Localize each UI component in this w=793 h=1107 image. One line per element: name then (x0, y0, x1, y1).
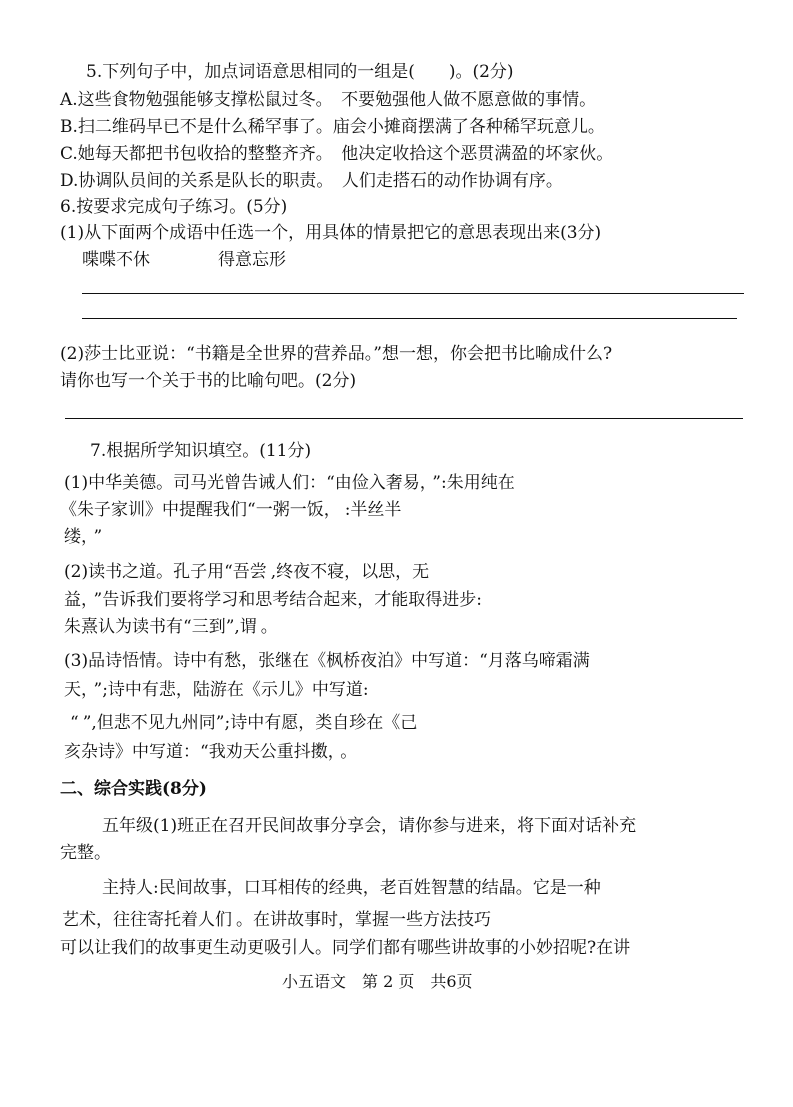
section2-intro-line1: 五年级(1)班正在召开民间故事分享会，请你参与进来，将下面对话补充 (102, 816, 637, 836)
q6-part1: (1)从下面两个成语中任选一个，用具体的情景把它的意思表现出来(3分) (60, 223, 602, 243)
q6-part2-line2: 请你也写一个关于书的比喻句吧。(2分) (60, 371, 357, 391)
q5-option-b: B.扫二维码早已不是什么稀罕事了。庙会小摊商摆满了各种稀罕玩意儿。 (60, 117, 605, 137)
host-line1: 主持人:民间故事，口耳相传的经典，老百姓智慧的结晶。它是一种 (102, 878, 601, 898)
q5-stem: 5.下列句子中，加点词语意思相同的一组是( )。(2分) (86, 62, 514, 82)
answer-line[interactable] (65, 418, 743, 419)
q7-s3-line2: 天， ”;诗中有悲，陆游在《示儿》中写道: (64, 680, 369, 700)
q7-s1-line3: 缕， ” (64, 527, 103, 547)
q5-option-d: D.协调队员间的关系是队长的职责。 人们走搭石的动作协调有序。 (60, 171, 563, 191)
q7-s2-line3: 朱熹认为读书有“三到”,谓 。 (64, 617, 278, 637)
q7-stem: 7.根据所学知识填空。(11分) (90, 441, 312, 461)
q5-option-c: C.她每天都把书包收拾的整整齐齐。 他决定收拾这个恶贯满盈的坏家伙。 (60, 144, 614, 164)
answer-line[interactable] (82, 293, 744, 294)
q6-stem: 6.按要求完成句子练习。(5分) (60, 197, 288, 217)
q6-idiom-1: 喋喋不休 (82, 250, 150, 270)
q7-s3-line1: (3)品诗悟情。诗中有愁，张继在《枫桥夜泊》中写道：“月落乌啼霜满 (64, 651, 590, 671)
section2-intro-line2: 完整。 (60, 843, 111, 863)
q7-s1-line1: (1)中华美德。司马光曾告诫人们：“由俭入奢易， ”:朱用纯在 (64, 473, 515, 493)
host-line2: 艺术，往往寄托着人们 。在讲故事时，掌握一些方法技巧 (62, 910, 491, 930)
q7-s3-line4: 亥杂诗》中写道：“我劝天公重抖擞， 。 (64, 742, 358, 762)
q6-idiom-2: 得意忘形 (218, 250, 286, 270)
page-footer: 小五语文 第 2 页 共6页 (282, 972, 473, 991)
q7-s3-line3: “ ”,但悲不见九州同”;诗中有愿，类自珍在《己 (70, 713, 418, 733)
q7-s2-line1: (2)读书之道。孔子用“吾尝 ,终夜不寝，以思，无 (64, 562, 430, 582)
q7-s1-line2: 《朱子家训》中提醒我们“一粥一饭， :半丝半 (60, 500, 402, 520)
q6-part2-line1: (2)莎士比亚说：“书籍是全世界的营养品。”想一想，你会把书比喻成什么? (60, 344, 613, 364)
q5-option-a: A.这些食物勉强能够支撑松鼠过冬。 不要勉强他人做不愿意做的事情。 (60, 90, 597, 110)
host-line3: 可以让我们的故事更生动更吸引人。同学们都有哪些讲故事的小妙招呢?在讲 (60, 938, 631, 958)
q7-s2-line2: 益， ”告诉我们要将学习和思考结合起来，才能取得进步: (64, 590, 482, 610)
section-heading: 二、综合实践(8分) (60, 779, 207, 799)
answer-line[interactable] (82, 318, 737, 319)
